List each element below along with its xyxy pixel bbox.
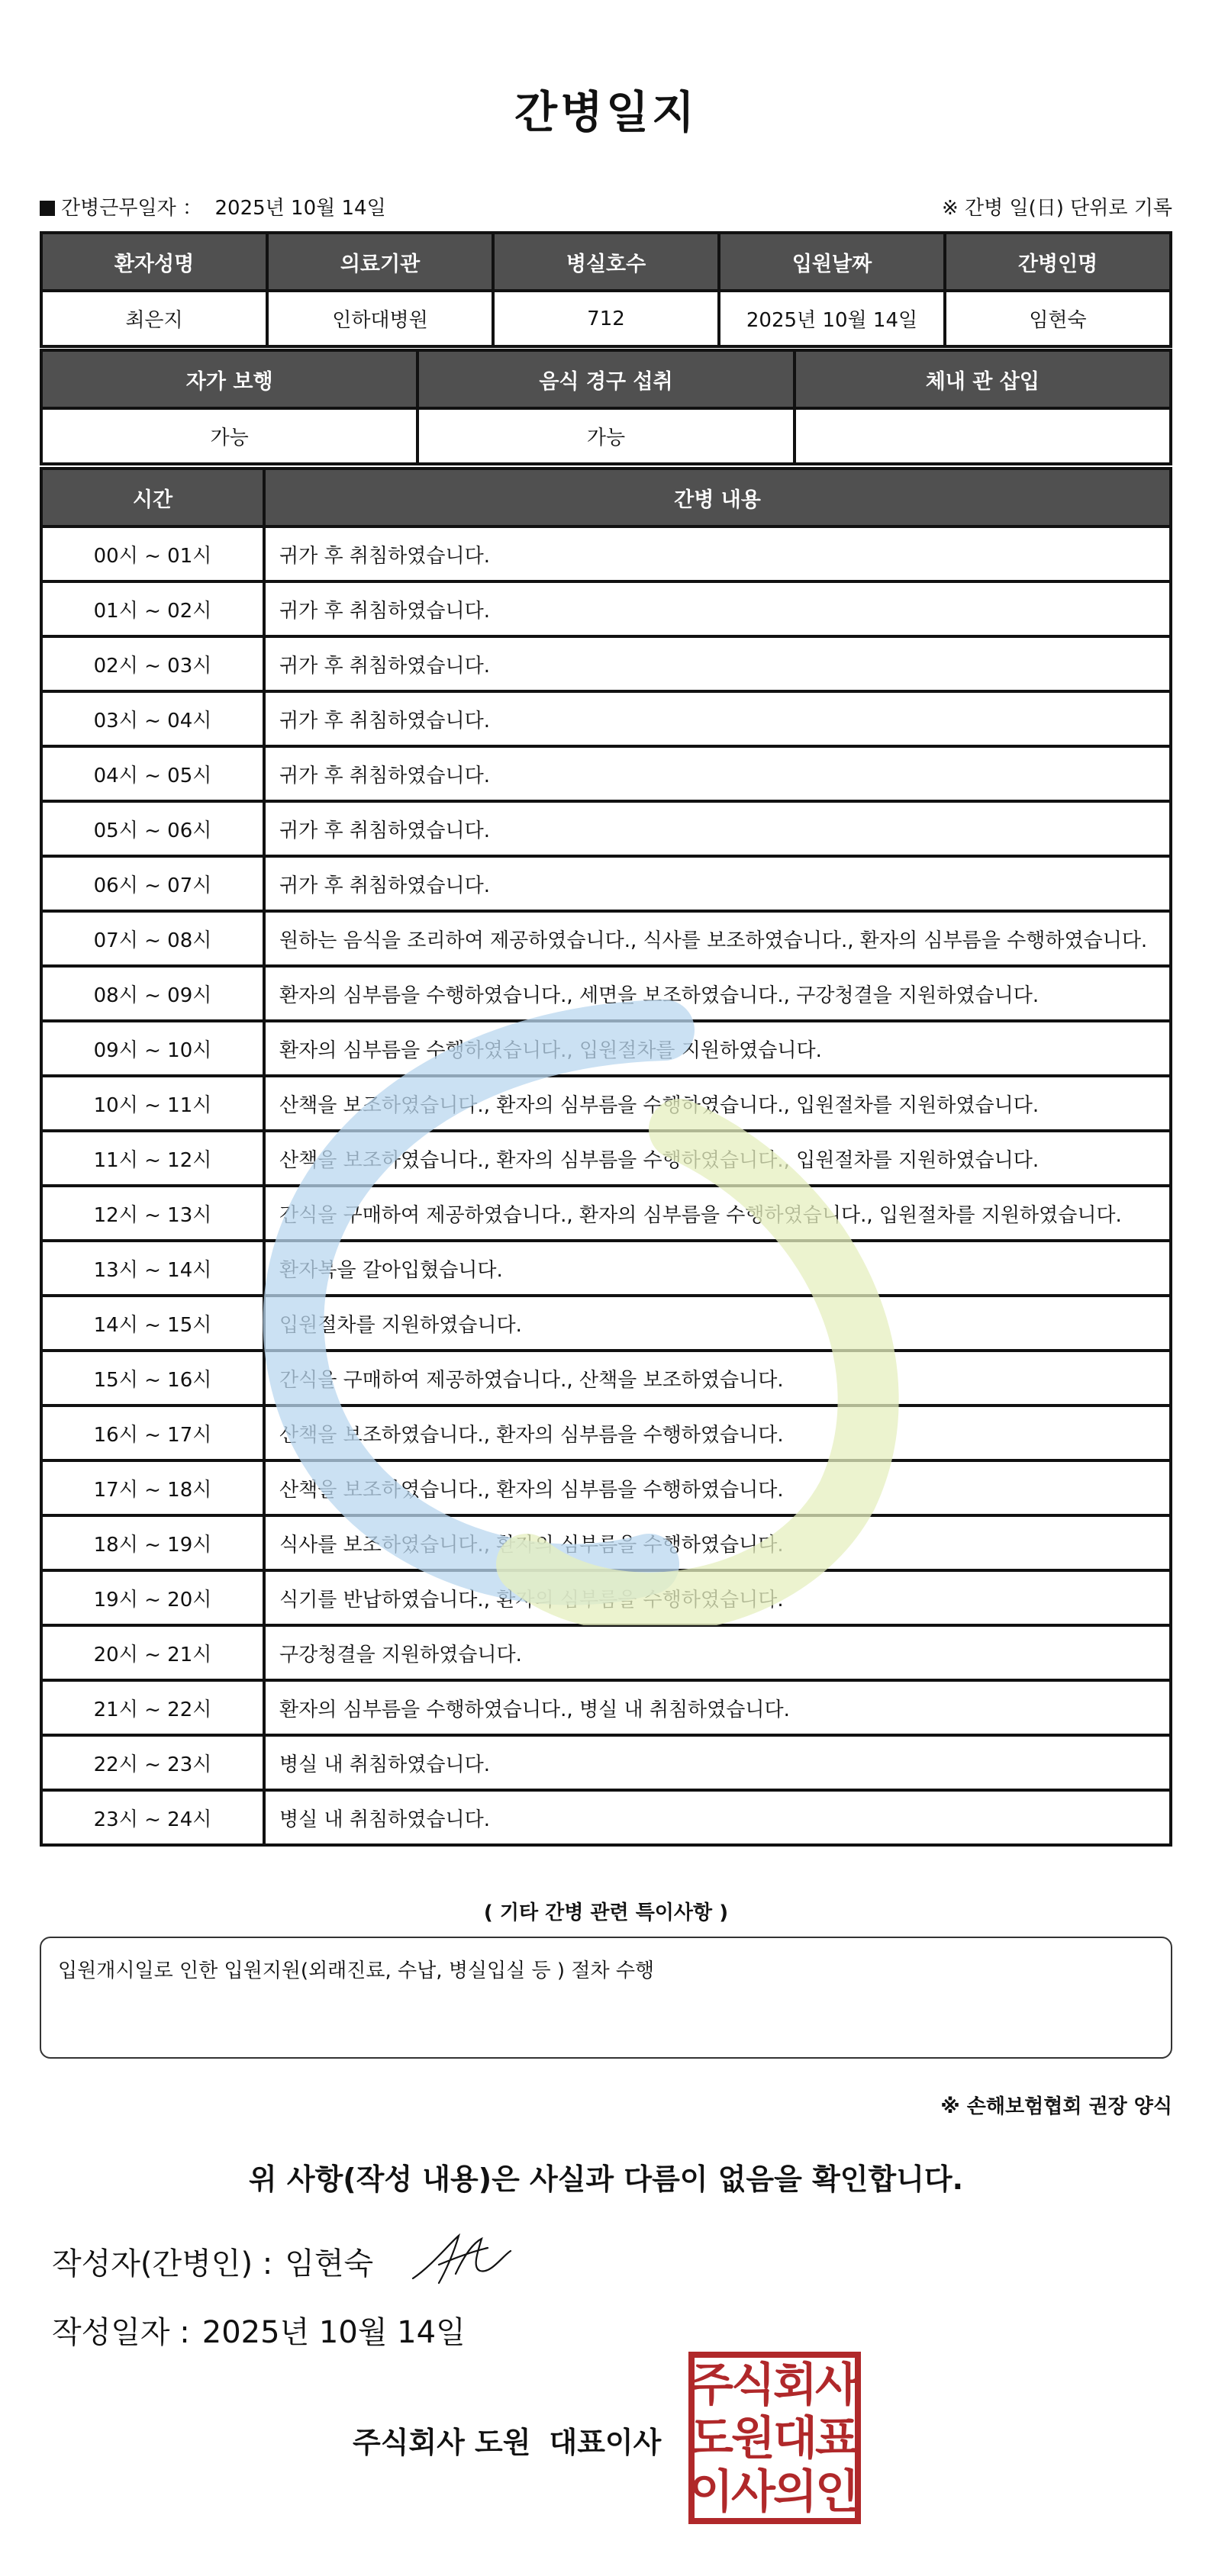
care-log-row	[41, 966, 1171, 1021]
form-source: ※ 손해보험협회 권장 양식	[940, 2095, 1172, 2118]
oral-intake: 가능	[417, 408, 794, 464]
ceo-title: 대표이사	[549, 2426, 662, 2459]
writer-name: 임현숙	[285, 2246, 374, 2281]
care-log-row	[41, 581, 1171, 636]
work-date	[40, 192, 386, 221]
log-time: 05시 ~ 06시	[41, 801, 264, 856]
log-time: 12시 ~ 13시	[41, 1186, 264, 1241]
notes-title: ( 기타 간병 관련 특이사항 )	[483, 1901, 729, 1924]
log-content: 환자의 심부름을 수행하였습니다., 입원절차를 지원하였습니다.	[264, 1021, 1171, 1076]
notes-text: 입원개시일로 인한 입원지원(외래진료, 수납, 병실입실 등 ) 절차 수행	[58, 1959, 655, 1982]
company-name: 주식회사 도원	[353, 2426, 531, 2459]
care-log-row	[41, 1515, 1171, 1570]
caregiver-name: 임현숙	[945, 291, 1171, 346]
stamp-glyph: 의	[773, 2465, 817, 2519]
log-content: 산책을 보조하였습니다., 환자의 심부름을 수행하였습니다.	[264, 1460, 1171, 1515]
room-number: 712	[493, 291, 719, 346]
log-content: 귀가 후 취침하였습니다.	[264, 801, 1171, 856]
self-walking: 가능	[41, 408, 417, 464]
log-content: 구강청결을 지원하였습니다.	[264, 1625, 1171, 1680]
header-hospital: 의료기관	[267, 233, 493, 291]
log-content: 간식을 구매하여 제공하였습니다., 환자의 심부름을 수행하였습니다., 입원절차를 지원하였습니다.	[264, 1186, 1171, 1241]
work-date-label: 간병근무일자 ：	[61, 197, 202, 220]
written-date-value: 2025년 10월 14일	[201, 2315, 466, 2350]
care-log-row	[41, 691, 1171, 746]
log-content: 원하는 음식을 조리하여 제공하였습니다., 식사를 보조하였습니다., 환자의 심부름을 수행하였습니다.	[264, 911, 1171, 966]
header-caregiver: 간병인명	[945, 233, 1171, 291]
stamp-glyph: 회	[773, 2359, 817, 2412]
patient-name: 최은지	[41, 291, 267, 346]
log-time: 03시 ~ 04시	[41, 691, 264, 746]
tube-insertion	[795, 408, 1171, 464]
care-log-row	[41, 1131, 1171, 1186]
log-content: 귀가 후 취침하였습니다.	[264, 581, 1171, 636]
writer-label: 작성자(간병인) :	[52, 2246, 273, 2281]
log-time: 06시 ~ 07시	[41, 856, 264, 911]
log-time: 13시 ~ 14시	[41, 1241, 264, 1296]
handwritten-signature	[408, 2228, 515, 2289]
care-log-row	[41, 1296, 1171, 1351]
written-date-line	[52, 2308, 466, 2352]
stamp-glyph: 이	[689, 2465, 733, 2519]
log-content: 식기를 반납하였습니다., 환자의 심부름을 수행하였습니다.	[264, 1570, 1171, 1625]
log-content: 병실 내 취침하였습니다.	[264, 1735, 1171, 1790]
header-oral-intake: 음식 경구 섭취	[417, 350, 794, 408]
stamp-glyph: 표	[815, 2412, 859, 2465]
header-room: 병실호수	[493, 233, 719, 291]
care-log-row	[41, 1076, 1171, 1131]
patient-info-table	[40, 231, 1172, 348]
care-log-row	[41, 636, 1171, 691]
confirmation-statement: 위 사항(작성 내용)은 사실과 다름이 없음을 확인합니다.	[248, 2162, 964, 2196]
log-time: 02시 ~ 03시	[41, 636, 264, 691]
care-log-row	[41, 1735, 1171, 1790]
header-care-content: 간병 내용	[264, 469, 1171, 526]
log-time: 15시 ~ 16시	[41, 1351, 264, 1406]
log-time: 21시 ~ 22시	[41, 1680, 264, 1735]
log-time: 22시 ~ 23시	[41, 1735, 264, 1790]
care-log-row	[41, 526, 1171, 581]
care-log-row	[41, 746, 1171, 801]
care-log-row	[41, 1460, 1171, 1515]
log-content: 귀가 후 취침하였습니다.	[264, 691, 1171, 746]
stamp-glyph: 사	[731, 2465, 775, 2519]
care-log-table	[40, 467, 1172, 1847]
header-patient-name: 환자성명	[41, 233, 267, 291]
log-content: 환자의 심부름을 수행하였습니다., 세면을 보조하였습니다., 구강청결을 지원하였습니다.	[264, 966, 1171, 1021]
care-log-row	[41, 1680, 1171, 1735]
log-time: 04시 ~ 05시	[41, 746, 264, 801]
patient-status-table	[40, 349, 1172, 465]
document-title: 간병일지	[514, 86, 698, 138]
log-time: 18시 ~ 19시	[41, 1515, 264, 1570]
stamp-glyph: 대	[773, 2412, 817, 2465]
notes-box	[40, 1937, 1172, 2059]
stamp-glyph: 식	[731, 2359, 775, 2412]
log-content: 간식을 구매하여 제공하였습니다., 산책을 보조하였습니다.	[264, 1351, 1171, 1406]
log-content: 귀가 후 취침하였습니다.	[264, 526, 1171, 581]
care-log-row	[41, 1570, 1171, 1625]
log-time: 19시 ~ 20시	[41, 1570, 264, 1625]
log-time: 17시 ~ 18시	[41, 1460, 264, 1515]
log-content: 산책을 보조하였습니다., 환자의 심부름을 수행하였습니다., 입원절차를 지원하였습니다.	[264, 1076, 1171, 1131]
log-content: 식사를 보조하였습니다., 환자의 심부름을 수행하였습니다.	[264, 1515, 1171, 1570]
log-time: 07시 ~ 08시	[41, 911, 264, 966]
stamp-glyph: 사	[815, 2359, 859, 2412]
log-time: 16시 ~ 17시	[41, 1406, 264, 1460]
header-time: 시간	[41, 469, 264, 526]
care-log-row	[41, 856, 1171, 911]
header-tube-insertion: 체내 관 삽입	[795, 350, 1171, 408]
header-self-walking: 자가 보행	[41, 350, 417, 408]
written-date-label: 작성일자 :	[52, 2315, 190, 2350]
log-time: 01시 ~ 02시	[41, 581, 264, 636]
care-log-row	[41, 1406, 1171, 1460]
admission-date: 2025년 10월 14일	[719, 291, 945, 346]
stamp-glyph: 인	[815, 2465, 859, 2519]
log-time: 20시 ~ 21시	[41, 1625, 264, 1680]
care-log-row	[41, 1351, 1171, 1406]
stamp-glyph: 주	[689, 2359, 733, 2412]
log-content: 산책을 보조하였습니다., 환자의 심부름을 수행하였습니다.	[264, 1406, 1171, 1460]
company-signature-line	[353, 2419, 661, 2461]
square-bullet-icon	[40, 201, 55, 216]
log-time: 10시 ~ 11시	[41, 1076, 264, 1131]
log-content: 병실 내 취침하였습니다.	[264, 1790, 1171, 1845]
care-log-row	[41, 1021, 1171, 1076]
log-content: 귀가 후 취침하였습니다.	[264, 636, 1171, 691]
log-content: 귀가 후 취침하였습니다.	[264, 746, 1171, 801]
care-log-row	[41, 1790, 1171, 1845]
log-content: 환자복을 갈아입혔습니다.	[264, 1241, 1171, 1296]
stamp-glyph: 원	[731, 2412, 775, 2465]
writer-line	[52, 2240, 373, 2283]
header-admission-date: 입원날짜	[719, 233, 945, 291]
care-log-row	[41, 911, 1171, 966]
record-note: ※ 간병 일(日) 단위로 기록	[941, 197, 1172, 220]
care-log-row	[41, 1241, 1171, 1296]
stamp-glyph: 도	[689, 2412, 733, 2465]
log-content: 귀가 후 취침하였습니다.	[264, 856, 1171, 911]
work-date-value: 2025년 10월 14일	[214, 197, 386, 220]
log-time: 00시 ~ 01시	[41, 526, 264, 581]
care-log-row	[41, 1186, 1171, 1241]
log-content: 환자의 심부름을 수행하였습니다., 병실 내 취침하였습니다.	[264, 1680, 1171, 1735]
log-content: 산책을 보조하였습니다., 환자의 심부름을 수행하였습니다., 입원절차를 지원하였습니다.	[264, 1131, 1171, 1186]
company-seal-stamp	[687, 2350, 862, 2526]
log-time: 23시 ~ 24시	[41, 1790, 264, 1845]
care-log-row	[41, 1625, 1171, 1680]
log-time: 11시 ~ 12시	[41, 1131, 264, 1186]
log-time: 14시 ~ 15시	[41, 1296, 264, 1351]
log-time: 08시 ~ 09시	[41, 966, 264, 1021]
care-log-row	[41, 801, 1171, 856]
log-content: 입원절차를 지원하였습니다.	[264, 1296, 1171, 1351]
log-time: 09시 ~ 10시	[41, 1021, 264, 1076]
hospital: 인하대병원	[267, 291, 493, 346]
